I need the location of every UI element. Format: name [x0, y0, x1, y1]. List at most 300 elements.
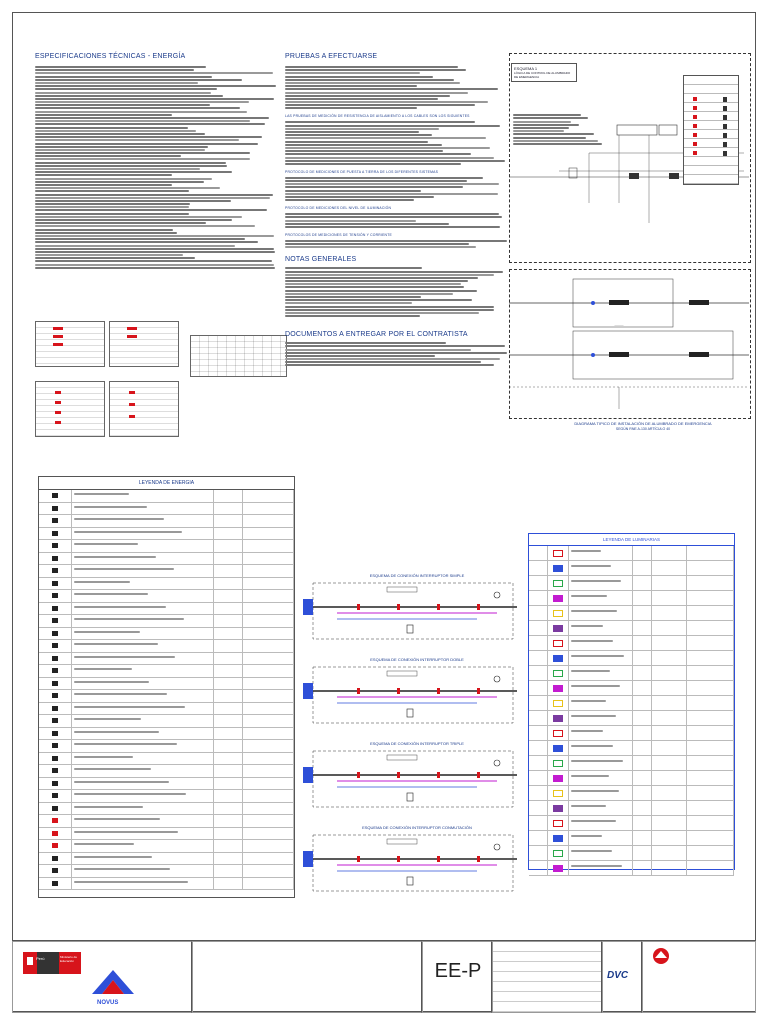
- text-line: [35, 95, 223, 97]
- title-block: [12, 940, 756, 1013]
- text-line: [285, 104, 475, 106]
- diagram-subtitle: SEGÚN RNE A-130 ARTÍCULO 40: [615, 427, 671, 431]
- text-line: [285, 306, 494, 308]
- text-line: [285, 349, 471, 351]
- text-line: [35, 206, 189, 208]
- text-line: [35, 219, 232, 221]
- luminaire-legend-row: [529, 576, 734, 591]
- luminaire-symbol-icon: [553, 640, 563, 647]
- energy-legend-row: [39, 490, 294, 503]
- energy-type-cell: [243, 828, 294, 840]
- text-line: [285, 274, 494, 276]
- energy-symbol-cell: [39, 703, 72, 715]
- luminaire-description-cell: [569, 681, 633, 695]
- luminaire-symbol-icon: [553, 595, 563, 602]
- energy-legend-row: [39, 528, 294, 541]
- text-line: [35, 149, 205, 151]
- text-line: [74, 593, 148, 595]
- energy-height-cell: [214, 490, 243, 502]
- text-line: [285, 364, 494, 366]
- energy-symbol-cell: [39, 840, 72, 852]
- energy-description-cell: [72, 765, 214, 777]
- energy-type-cell: [243, 765, 294, 777]
- energy-type-cell: [243, 853, 294, 865]
- energy-symbol-cell: [39, 553, 72, 565]
- ministry-brand: Perú: [36, 956, 45, 961]
- energy-height-cell: [214, 653, 243, 665]
- luminaire-legend-table: [528, 533, 735, 870]
- energy-description-cell: [72, 640, 214, 652]
- luminaire-symbol-cell: [548, 771, 569, 785]
- tests-subtitle-3: PROTOCOLO DE MEDICIONES DEL NIVEL DE ILUMINACIÓN: [285, 206, 392, 211]
- energy-legend-row: [39, 828, 294, 841]
- text-line: [571, 640, 613, 642]
- luminaire-height-cell: [633, 606, 652, 620]
- energy-type-cell: [243, 490, 294, 502]
- energy-symbol-cell: [39, 540, 72, 552]
- text-line: [285, 296, 421, 298]
- panel-icon: [303, 851, 313, 867]
- luminaire-description-cell: [569, 861, 633, 875]
- text-line: [74, 581, 130, 583]
- energy-type-cell: [243, 528, 294, 540]
- text-line: [285, 82, 460, 84]
- text-line: [285, 240, 507, 242]
- luminaire-symbol-cell: [548, 666, 569, 680]
- energy-type-cell: [243, 803, 294, 815]
- text-line: [35, 248, 274, 250]
- conductor-mark: [477, 688, 480, 694]
- energy-legend-row: [39, 840, 294, 853]
- text-line: [74, 706, 185, 708]
- luminaire-code-cell: [529, 756, 548, 770]
- luminaire-lamp-cell: [652, 801, 687, 815]
- text-line: [285, 147, 490, 149]
- firm-info-cell: [642, 941, 756, 1013]
- text-line: [571, 580, 621, 582]
- energy-symbol-cell: [39, 728, 72, 740]
- luminaire-symbol-icon: [553, 820, 563, 827]
- luminaire-symbol-cell: [548, 606, 569, 620]
- text-line: [74, 693, 167, 695]
- energy-symbol-icon: [52, 656, 58, 661]
- luminaire-legend-row: [529, 741, 734, 756]
- text-line: [285, 79, 454, 81]
- luminaire-height-cell: [633, 591, 652, 605]
- energy-type-cell: [243, 653, 294, 665]
- luminaire-use-cell: [687, 846, 734, 860]
- text-line: [35, 155, 181, 157]
- energy-legend-row: [39, 703, 294, 716]
- luminaire-use-cell: [687, 606, 734, 620]
- energy-symbol-cell: [39, 640, 72, 652]
- luminaire-description-cell: [569, 801, 633, 815]
- luminaire-symbol-cell: [548, 741, 569, 755]
- energy-description-cell: [72, 690, 214, 702]
- scheme1-title: ESQUEMA 1: [514, 66, 538, 71]
- connection-scheme-title: ESQUEMA DE CONEXIÓN INTERRUPTOR TRIPLE: [370, 741, 464, 746]
- luminaire-icon: [494, 760, 500, 766]
- text-line: [571, 655, 624, 657]
- text-line: [35, 165, 227, 167]
- luminaire-symbol-icon: [553, 655, 563, 662]
- luminaire-height-cell: [633, 816, 652, 830]
- text-line: [571, 625, 603, 627]
- luminaire-symbol-icon: [553, 625, 563, 632]
- tests-text-e: [285, 240, 510, 248]
- luminaire-use-cell: [687, 861, 734, 875]
- luminaire-height-cell: [633, 786, 652, 800]
- energy-symbol-icon: [52, 793, 58, 798]
- energy-height-cell: [214, 615, 243, 627]
- text-line: [571, 865, 622, 867]
- luminaire-code-cell: [529, 726, 548, 740]
- energy-legend-row: [39, 715, 294, 728]
- text-line: [35, 197, 270, 199]
- luminaire-description-cell: [569, 816, 633, 830]
- text-line: [571, 775, 609, 777]
- text-line: [285, 286, 464, 288]
- switch-icon: [407, 625, 413, 633]
- text-line: [35, 79, 242, 81]
- luminaire-description-cell: [569, 636, 633, 650]
- energy-legend-row: [39, 603, 294, 616]
- luminaire-use-cell: [687, 756, 734, 770]
- energy-symbol-cell: [39, 828, 72, 840]
- novus-logo: [88, 970, 138, 1004]
- luminaire-description-cell: [569, 591, 633, 605]
- luminaire-height-cell: [633, 741, 652, 755]
- energy-height-cell: [214, 603, 243, 615]
- text-line: [35, 174, 172, 176]
- luminaire-lamp-cell: [652, 651, 687, 665]
- energy-symbol-icon: [52, 668, 58, 673]
- luminaire-height-cell: [633, 576, 652, 590]
- energy-symbol-cell: [39, 628, 72, 640]
- text-line: [35, 245, 235, 247]
- conductor-mark: [397, 688, 400, 694]
- luminaire-lamp-cell: [652, 546, 687, 560]
- luminaire-height-cell: [633, 711, 652, 725]
- text-line: [35, 171, 232, 173]
- energy-symbol-icon: [52, 693, 58, 698]
- luminaire-legend-row: [529, 696, 734, 711]
- energy-description-cell: [72, 703, 214, 715]
- luminaire-lamp-cell: [652, 696, 687, 710]
- energy-type-cell: [243, 740, 294, 752]
- text-line: [35, 216, 242, 218]
- energy-height-cell: [214, 803, 243, 815]
- luminaire-legend-row: [529, 621, 734, 636]
- text-line: [74, 743, 177, 745]
- text-line: [35, 209, 267, 211]
- luminaire-description-cell: [569, 756, 633, 770]
- luminaire-use-cell: [687, 696, 734, 710]
- energy-description-cell: [72, 553, 214, 565]
- energy-height-cell: [214, 703, 243, 715]
- luminaire-icon: [494, 592, 500, 598]
- luminaire-legend-row: [529, 771, 734, 786]
- text-line: [285, 352, 507, 354]
- tests-subtitle-2: PROTOCOLO DE MEDICIONES DE PUESTA A TIERRA DE LOS DIFERENTES SISTEMAS: [285, 169, 439, 174]
- luminaire-symbol-icon: [553, 715, 563, 722]
- text-line: [285, 137, 486, 139]
- luminaire-code-cell: [529, 711, 548, 725]
- specs-title: ESPECIFICACIONES TÉCNICAS - ENERGÍA: [35, 53, 186, 60]
- luminaire-description-cell: [569, 741, 633, 755]
- luminaire-description-cell: [569, 846, 633, 860]
- energy-symbol-icon: [52, 568, 58, 573]
- energy-description-cell: [72, 815, 214, 827]
- luminaire-height-cell: [633, 846, 652, 860]
- text-line: [74, 731, 159, 733]
- energy-symbol-cell: [39, 653, 72, 665]
- luminaire-symbol-cell: [548, 711, 569, 725]
- text-line: [35, 82, 198, 84]
- energy-type-cell: [243, 628, 294, 640]
- switch-icon: [407, 709, 413, 717]
- text-line: [285, 107, 417, 109]
- tests-text-c: [285, 177, 510, 201]
- luminaire-symbol-cell: [548, 786, 569, 800]
- luminaire-legend-row: [529, 711, 734, 726]
- luminaire-description-cell: [569, 651, 633, 665]
- energy-legend-row: [39, 753, 294, 766]
- luminaire-use-cell: [687, 591, 734, 605]
- energy-legend-row: [39, 540, 294, 553]
- luminaire-lamp-cell: [652, 561, 687, 575]
- energy-symbol-icon: [52, 868, 58, 873]
- text-line: [285, 131, 419, 133]
- text-line: [285, 190, 421, 192]
- conductor-mark: [357, 604, 360, 610]
- conductor-mark: [357, 772, 360, 778]
- text-line: [74, 756, 133, 758]
- luminaire-lamp-cell: [652, 666, 687, 680]
- luminaire-legend-row: [529, 636, 734, 651]
- text-line: [571, 550, 601, 552]
- text-line: [285, 183, 499, 185]
- luminaire-height-cell: [633, 561, 652, 575]
- energy-description-cell: [72, 490, 214, 502]
- energy-type-cell: [243, 603, 294, 615]
- diagram-title: DIAGRAMA TIPICO DE INSTALACIÓN DE ALUMBRADO DE EMERGENCIA: [574, 421, 712, 426]
- luminaire-legend-row: [529, 561, 734, 576]
- energy-symbol-icon: [52, 843, 58, 848]
- luminaire-legend-row: [529, 666, 734, 681]
- table-red-marks: [35, 311, 290, 441]
- energy-type-cell: [243, 553, 294, 565]
- tests-text-a: [285, 66, 510, 109]
- text-line: [74, 493, 129, 495]
- text-line: [74, 818, 160, 820]
- text-line: [74, 681, 149, 683]
- luminaire-code-cell: [529, 816, 548, 830]
- switch-icon: [407, 877, 413, 885]
- firm-emblem: [649, 946, 673, 966]
- energy-height-cell: [214, 815, 243, 827]
- energy-symbol-icon: [52, 743, 58, 748]
- energy-height-cell: [214, 853, 243, 865]
- luminaire-height-cell: [633, 831, 652, 845]
- text-line: [74, 806, 143, 808]
- luminaire-symbol-icon: [553, 805, 563, 812]
- text-line: [571, 835, 602, 837]
- scheme1-subtitle: LÓGICA DE CONTROL DE ALUMBRADO DE EMERGENCIA: [514, 71, 571, 79]
- luminaire-symbol-cell: [548, 846, 569, 860]
- energy-type-cell: [243, 565, 294, 577]
- energy-height-cell: [214, 628, 243, 640]
- luminaire-lamp-cell: [652, 621, 687, 635]
- text-line: [285, 121, 475, 123]
- tests-text-d: [285, 213, 510, 228]
- text-line: [35, 254, 183, 256]
- luminaire-code-cell: [529, 606, 548, 620]
- luminaire-lamp-cell: [652, 816, 687, 830]
- energy-height-cell: [214, 565, 243, 577]
- luminaire-description-cell: [569, 726, 633, 740]
- text-line: [285, 243, 469, 245]
- energy-legend-row: [39, 778, 294, 791]
- text-line: [571, 670, 610, 672]
- luminaire-symbol-cell: [548, 636, 569, 650]
- energy-symbol-cell: [39, 753, 72, 765]
- energy-description-cell: [72, 753, 214, 765]
- text-line: [571, 685, 620, 687]
- luminaire-lamp-cell: [652, 861, 687, 875]
- luminaire-use-cell: [687, 666, 734, 680]
- luminaire-lamp-cell: [652, 591, 687, 605]
- text-line: [285, 220, 416, 222]
- energy-symbol-cell: [39, 790, 72, 802]
- specs-text-block: [35, 66, 280, 269]
- text-line: [35, 257, 195, 259]
- text-line: [35, 133, 205, 135]
- luminaire-symbol-icon: [553, 835, 563, 842]
- energy-symbol-cell: [39, 690, 72, 702]
- text-line: [35, 162, 226, 164]
- text-line: [35, 260, 272, 262]
- energy-symbol-icon: [52, 518, 58, 523]
- text-line: [35, 117, 269, 119]
- conductor-mark: [437, 604, 440, 610]
- luminaire-lamp-cell: [652, 711, 687, 725]
- luminaire-description-cell: [569, 771, 633, 785]
- text-line: [285, 315, 420, 317]
- text-line: [35, 232, 177, 234]
- text-line: [74, 506, 147, 508]
- text-line: [571, 730, 603, 732]
- luminaire-height-cell: [633, 771, 652, 785]
- tests-title: PRUEBAS A EFECTUARSE: [285, 53, 378, 60]
- energy-description-cell: [72, 803, 214, 815]
- luminaire-code-cell: [529, 591, 548, 605]
- luminaire-legend-row: [529, 786, 734, 801]
- text-line: [74, 543, 138, 545]
- text-line: [285, 196, 434, 198]
- luminaire-symbol-cell: [548, 621, 569, 635]
- energy-symbol-icon: [52, 831, 58, 836]
- text-line: [35, 143, 258, 145]
- luminaire-symbol-icon: [553, 610, 563, 617]
- energy-height-cell: [214, 590, 243, 602]
- luminaire-legend-row: [529, 591, 734, 606]
- luminaire-code-cell: [529, 786, 548, 800]
- luminaire-code-cell: [529, 636, 548, 650]
- luminaire-height-cell: [633, 546, 652, 560]
- text-line: [74, 643, 158, 645]
- luminaire-code-cell: [529, 576, 548, 590]
- energy-height-cell: [214, 728, 243, 740]
- energy-legend-row: [39, 865, 294, 878]
- text-line: [285, 277, 478, 279]
- circuit-label-box: [387, 839, 417, 844]
- text-line: [285, 312, 479, 314]
- text-line: [35, 222, 206, 224]
- luminaire-use-cell: [687, 726, 734, 740]
- text-line: [285, 358, 500, 360]
- text-line: [285, 177, 483, 179]
- text-line: [35, 251, 275, 253]
- conductor-mark: [477, 856, 480, 862]
- text-line: [285, 193, 498, 195]
- energy-type-cell: [243, 778, 294, 790]
- text-line: [74, 668, 132, 670]
- svg-text:———: ———: [614, 323, 624, 327]
- text-line: [35, 178, 212, 180]
- energy-symbol-cell: [39, 578, 72, 590]
- luminaire-use-cell: [687, 741, 734, 755]
- energy-description-cell: [72, 865, 214, 877]
- text-line: [35, 72, 273, 74]
- text-line: [35, 146, 208, 148]
- luminaire-symbol-cell: [548, 546, 569, 560]
- text-line: [285, 72, 420, 74]
- energy-symbol-icon: [52, 631, 58, 636]
- energy-legend-row: [39, 640, 294, 653]
- text-line: [285, 134, 432, 136]
- energy-symbol-icon: [52, 806, 58, 811]
- text-line: [35, 264, 274, 266]
- luminaire-legend-row: [529, 546, 734, 561]
- luminaire-description-cell: [569, 831, 633, 845]
- energy-legend-row: [39, 565, 294, 578]
- text-line: [571, 715, 616, 717]
- circuit-label-box: [387, 587, 417, 592]
- specs-column: [35, 53, 280, 270]
- text-line: [35, 235, 274, 237]
- text-line: [285, 267, 422, 269]
- text-line: [285, 213, 499, 215]
- switch-icon: [407, 793, 413, 801]
- energy-legend-row: [39, 628, 294, 641]
- luminaire-symbol-icon: [553, 760, 563, 767]
- energy-legend-rows: [39, 490, 294, 890]
- text-line: [35, 168, 200, 170]
- energy-description-cell: [72, 565, 214, 577]
- energy-legend-row: [39, 740, 294, 753]
- energy-symbol-icon: [52, 543, 58, 548]
- energy-symbol-cell: [39, 615, 72, 627]
- energy-symbol-cell: [39, 765, 72, 777]
- energy-legend-row: [39, 878, 294, 891]
- luminaire-description-cell: [569, 696, 633, 710]
- revisions-cell: [492, 941, 602, 1013]
- energy-description-cell: [72, 778, 214, 790]
- energy-description-cell: [72, 603, 214, 615]
- luminaire-legend-row: [529, 756, 734, 771]
- luminaire-symbol-cell: [548, 591, 569, 605]
